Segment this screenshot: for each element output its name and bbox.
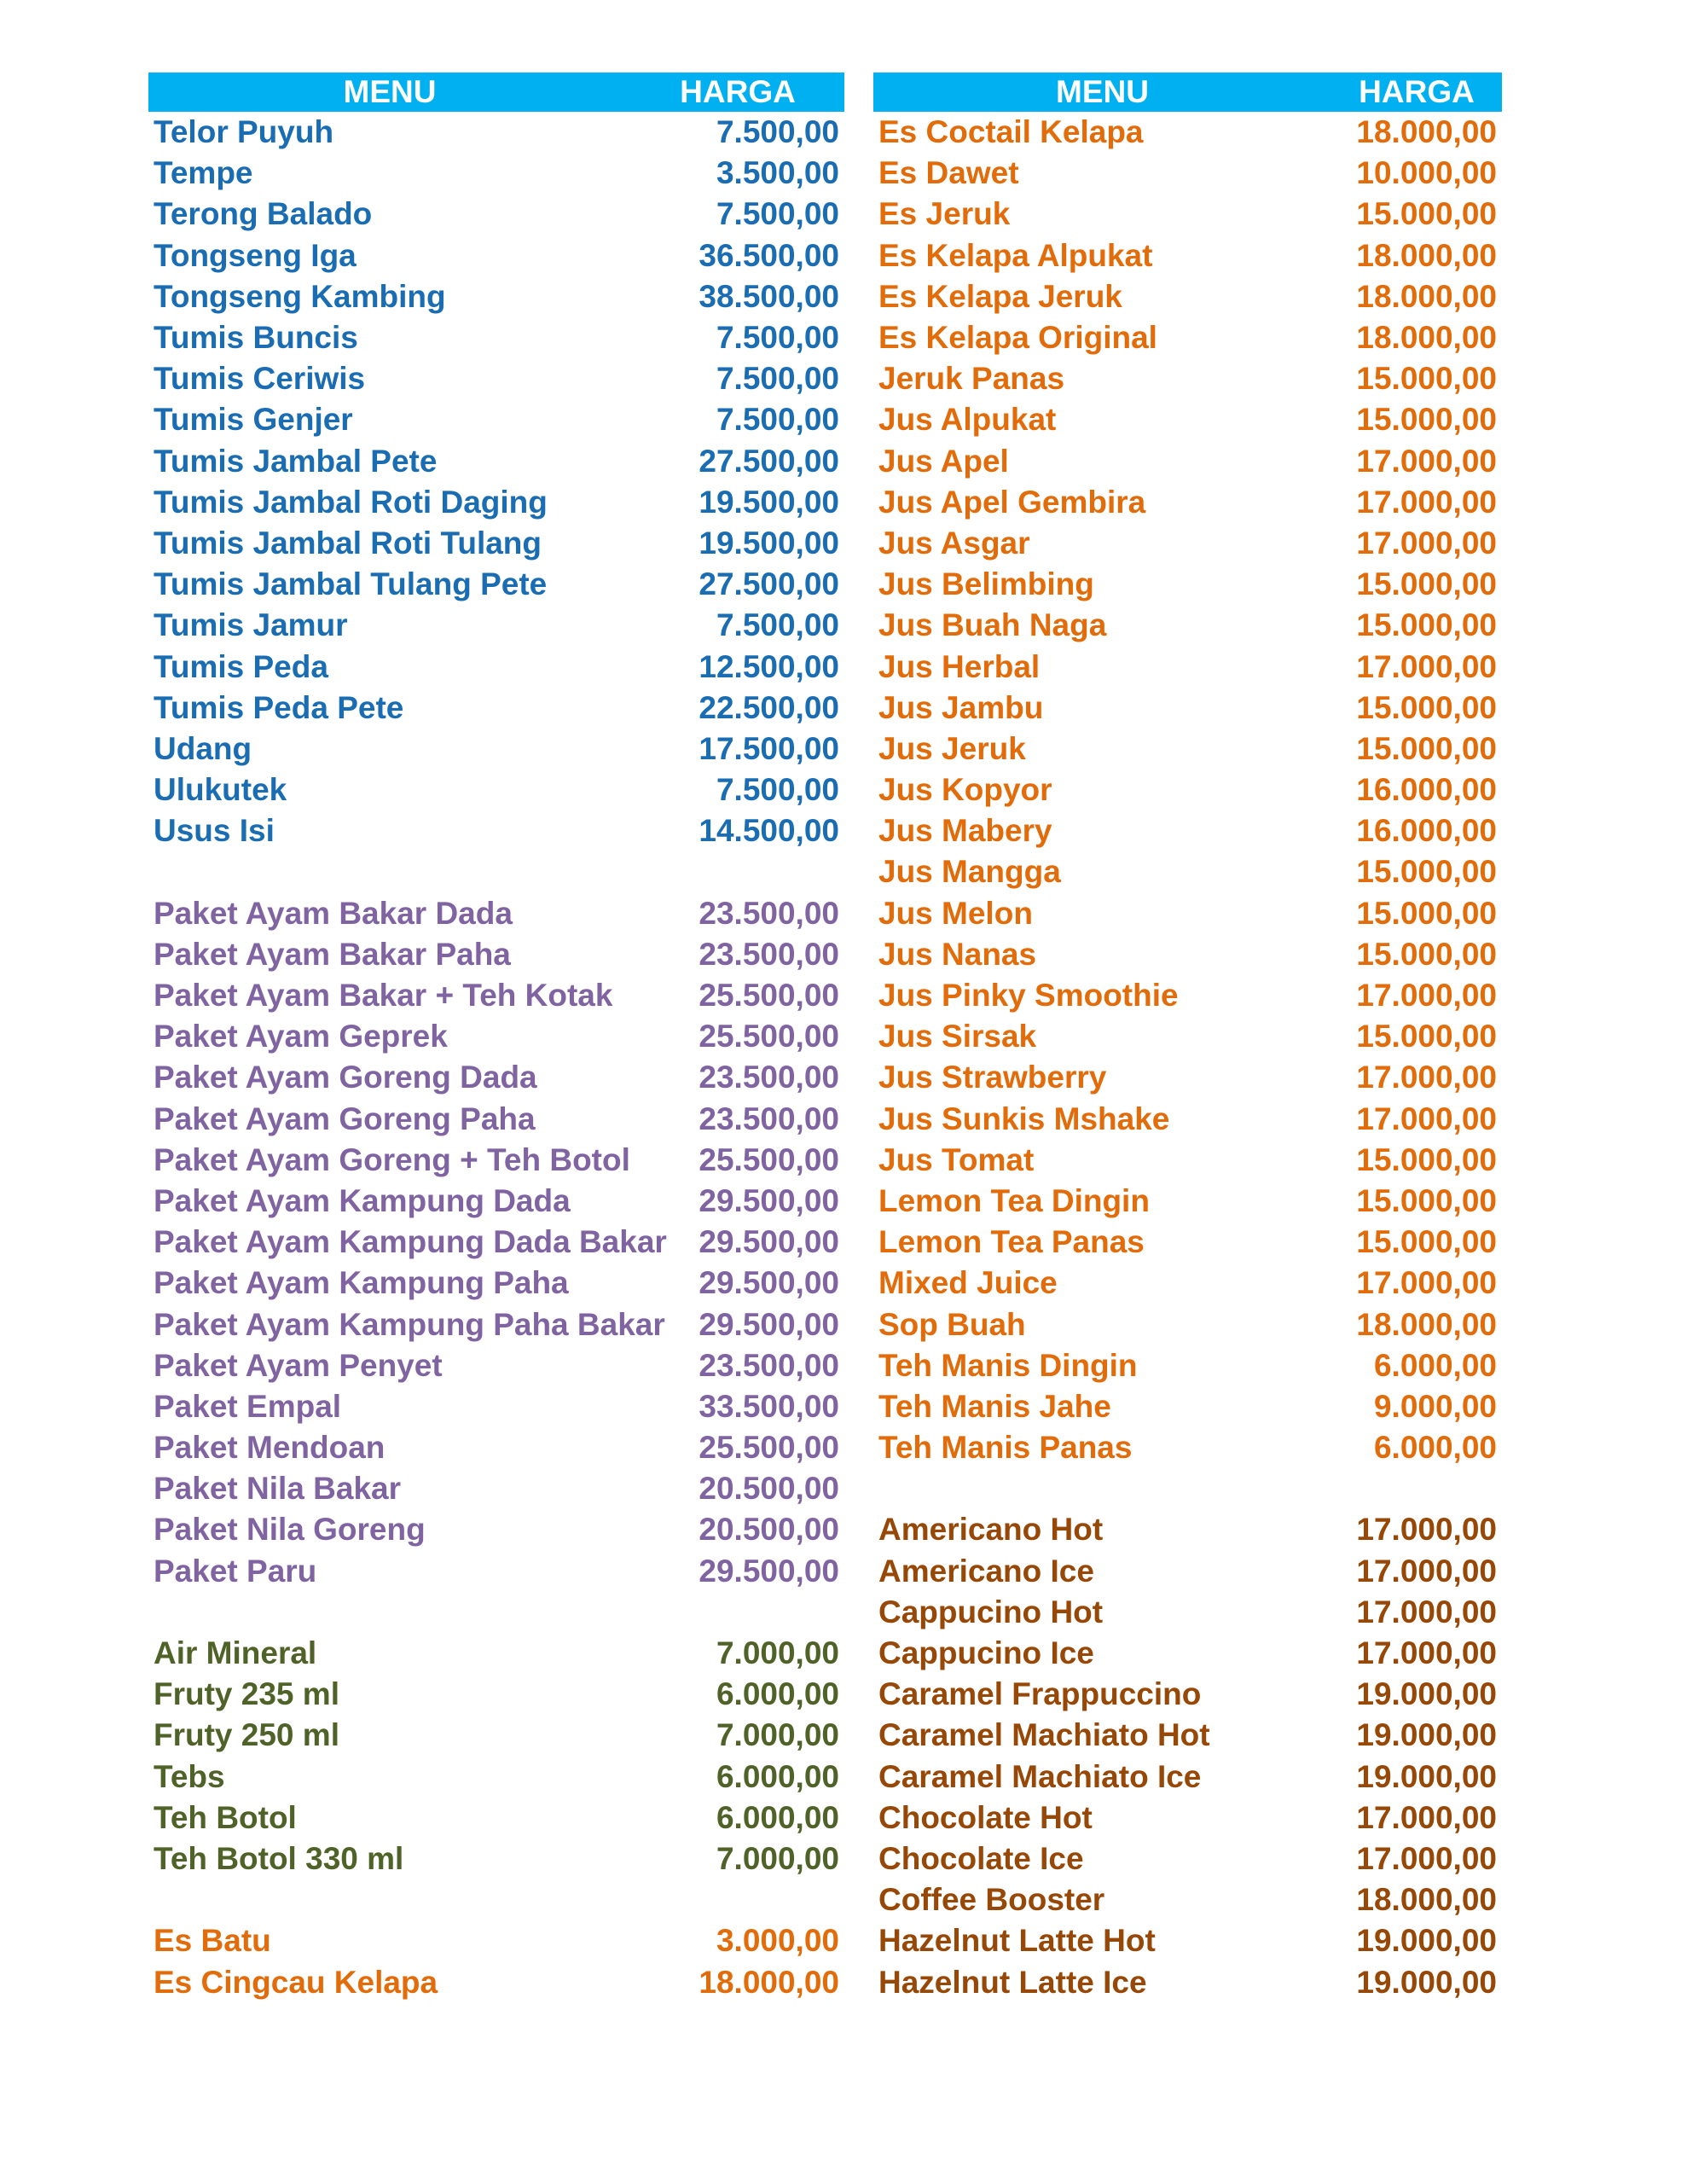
menu-item-name: Jus Alpukat bbox=[878, 402, 1057, 438]
menu-item-name: Hazelnut Latte Hot bbox=[878, 1923, 1156, 1959]
menu-item-price: 29.500,00 bbox=[699, 1224, 839, 1260]
menu-item-name: Es Kelapa Alpukat bbox=[878, 237, 1153, 273]
menu-item-price: 18.000,00 bbox=[1356, 114, 1497, 150]
menu-row bbox=[148, 1427, 844, 1468]
menu-item-name: Paket Ayam Kampung Dada bbox=[154, 1182, 571, 1218]
menu-header: MENU bbox=[1056, 74, 1149, 109]
menu-row bbox=[148, 1181, 844, 1222]
menu-item-name: Hazelnut Latte Ice bbox=[878, 1964, 1147, 2000]
menu-item-name: Jeruk Panas bbox=[878, 361, 1065, 397]
menu-item-name: Jus Kopyor bbox=[878, 772, 1052, 808]
menu-item-name: Americano Hot bbox=[878, 1512, 1104, 1548]
menu-row bbox=[873, 1757, 1502, 1798]
menu-item-name: Sop Buah bbox=[878, 1306, 1026, 1342]
menu-row bbox=[148, 1798, 844, 1838]
menu-item-price: 17.000,00 bbox=[1356, 1553, 1497, 1589]
menu-item-name: Paket Ayam Kampung Dada Bakar bbox=[154, 1224, 667, 1260]
menu-row bbox=[148, 482, 844, 523]
menu-row bbox=[148, 276, 844, 317]
menu-item-name: Paket Ayam Goreng Paha bbox=[154, 1101, 536, 1136]
menu-item-name: Es Coctail Kelapa bbox=[878, 114, 1144, 150]
menu-item-name: Paket Mendoan bbox=[154, 1430, 386, 1466]
menu-item-price: 18.000,00 bbox=[1356, 237, 1497, 273]
menu-row bbox=[873, 1592, 1502, 1633]
menu-row bbox=[148, 153, 844, 194]
menu-item-name: Paket Ayam Goreng + Teh Botol bbox=[154, 1141, 630, 1177]
menu-row bbox=[873, 975, 1502, 1016]
menu-item-name: Jus Buah Naga bbox=[878, 607, 1107, 643]
menu-item-name: Tumis Jambal Roti Tulang bbox=[154, 525, 542, 561]
menu-item-name: Tumis Buncis bbox=[154, 320, 358, 356]
menu-row bbox=[873, 1263, 1502, 1304]
menu-row bbox=[148, 1304, 844, 1345]
menu-row bbox=[873, 1961, 1502, 2002]
menu-item-name: Es Kelapa Jeruk bbox=[878, 278, 1122, 314]
menu-row bbox=[873, 1879, 1502, 1920]
table-header bbox=[873, 73, 1502, 112]
menu-row bbox=[148, 235, 844, 276]
menu-item-price: 18.000,00 bbox=[699, 1964, 839, 2000]
menu-row bbox=[873, 1838, 1502, 1879]
menu-item-name: Chocolate Hot bbox=[878, 1799, 1093, 1835]
menu-row bbox=[148, 1838, 844, 1879]
menu-list bbox=[148, 112, 844, 2003]
menu-item-name: Jus Mabery bbox=[878, 813, 1052, 849]
menu-row bbox=[148, 893, 844, 934]
menu-item-price: 15.000,00 bbox=[1356, 854, 1497, 890]
menu-item-price: 25.500,00 bbox=[699, 1430, 839, 1466]
menu-item-price: 19.000,00 bbox=[1356, 1758, 1497, 1794]
menu-item-price: 25.500,00 bbox=[699, 1019, 839, 1054]
menu-item-price: 14.500,00 bbox=[699, 813, 839, 849]
menu-row bbox=[873, 1715, 1502, 1756]
menu-item-name: Teh Botol bbox=[154, 1799, 297, 1835]
menu-item-name: Jus Strawberry bbox=[878, 1060, 1107, 1095]
menu-item-price: 16.000,00 bbox=[1356, 813, 1497, 849]
menu-row bbox=[873, 564, 1502, 605]
menu-item-name: Es Cingcau Kelapa bbox=[154, 1964, 438, 2000]
menu-row bbox=[873, 1181, 1502, 1222]
menu-row bbox=[873, 153, 1502, 194]
menu-item-name: Paket Ayam Bakar Dada bbox=[154, 895, 513, 931]
menu-item-name: Tempe bbox=[154, 155, 253, 191]
menu-item-price: 38.500,00 bbox=[699, 278, 839, 314]
menu-item-price: 6.000,00 bbox=[716, 1758, 839, 1794]
menu-item-price: 10.000,00 bbox=[1356, 155, 1497, 191]
menu-row bbox=[148, 1509, 844, 1550]
menu-item-name: Paket Ayam Kampung Paha Bakar bbox=[154, 1306, 665, 1342]
menu-item-price: 3.500,00 bbox=[716, 155, 839, 191]
menu-item-price: 17.000,00 bbox=[1356, 1101, 1497, 1136]
menu-item-price: 19.000,00 bbox=[1356, 1923, 1497, 1959]
menu-row bbox=[148, 1715, 844, 1756]
menu-item-price: 7.000,00 bbox=[716, 1840, 839, 1876]
menu-row bbox=[873, 934, 1502, 975]
menu-item-name: Paket Empal bbox=[154, 1388, 342, 1424]
menu-item-price: 29.500,00 bbox=[699, 1306, 839, 1342]
menu-item-price: 23.500,00 bbox=[699, 936, 839, 972]
menu-row bbox=[873, 1551, 1502, 1592]
menu-item-name: Fruty 235 ml bbox=[154, 1676, 339, 1712]
menu-row bbox=[873, 194, 1502, 235]
menu-item-name: Jus Mangga bbox=[878, 854, 1061, 890]
menu-row bbox=[148, 1222, 844, 1263]
menu-item-name: Tongseng Iga bbox=[154, 237, 357, 273]
menu-row bbox=[148, 1468, 844, 1509]
menu-row bbox=[873, 1509, 1502, 1550]
menu-item-price: 17.000,00 bbox=[1356, 443, 1497, 479]
menu-item-name: Caramel Machiato Hot bbox=[878, 1717, 1210, 1753]
menu-item-price: 18.000,00 bbox=[1356, 320, 1497, 356]
menu-item-price: 7.500,00 bbox=[716, 114, 839, 150]
menu-item-name: Es Dawet bbox=[878, 155, 1019, 191]
menu-item-price: 19.500,00 bbox=[699, 484, 839, 520]
menu-item-name: Lemon Tea Dingin bbox=[878, 1182, 1150, 1218]
menu-item-name: Cappucino Hot bbox=[878, 1594, 1104, 1629]
menu-item-name: Udang bbox=[154, 730, 252, 766]
menu-item-price: 17.000,00 bbox=[1356, 1265, 1497, 1301]
menu-item-price: 17.000,00 bbox=[1356, 1060, 1497, 1095]
menu-item-name: Jus Apel Gembira bbox=[878, 484, 1146, 520]
menu-row bbox=[148, 810, 844, 851]
menu-item-name: Cappucino Ice bbox=[878, 1635, 1094, 1671]
menu-item-price: 17.000,00 bbox=[1356, 484, 1497, 520]
menu-item-price: 15.000,00 bbox=[1356, 196, 1497, 232]
menu-item-name: Tumis Jambal Tulang Pete bbox=[154, 566, 548, 602]
menu-item-name: Paket Ayam Bakar Paha bbox=[154, 936, 511, 972]
menu-row bbox=[873, 1222, 1502, 1263]
menu-row bbox=[148, 1057, 844, 1098]
menu-column-left bbox=[148, 73, 844, 2003]
menu-item-price: 20.500,00 bbox=[699, 1471, 839, 1507]
menu-row bbox=[148, 729, 844, 770]
menu-row bbox=[873, 523, 1502, 564]
menu-row bbox=[148, 770, 844, 810]
menu-item-name: Tumis Jamur bbox=[154, 607, 348, 643]
menu-row bbox=[873, 482, 1502, 523]
menu-row bbox=[873, 1304, 1502, 1345]
menu-row bbox=[873, 605, 1502, 646]
menu-row bbox=[148, 1920, 844, 1961]
menu-item-name: Paket Nila Bakar bbox=[154, 1471, 402, 1507]
menu-item-name: Jus Belimbing bbox=[878, 566, 1094, 602]
menu-row bbox=[873, 441, 1502, 482]
menu-row bbox=[148, 317, 844, 358]
menu-item-price: 6.000,00 bbox=[1373, 1430, 1497, 1466]
menu-item-price: 15.000,00 bbox=[1356, 689, 1497, 725]
menu-item-name: Paket Ayam Kampung Paha bbox=[154, 1265, 569, 1301]
menu-item-price: 16.000,00 bbox=[1356, 772, 1497, 808]
table-header bbox=[148, 73, 844, 112]
menu-item-name: Jus Apel bbox=[878, 443, 1009, 479]
menu-item-name: Mixed Juice bbox=[878, 1265, 1058, 1301]
menu-item-price: 15.000,00 bbox=[1356, 1182, 1497, 1218]
menu-column-right bbox=[873, 73, 1502, 2003]
menu-item-price: 33.500,00 bbox=[699, 1388, 839, 1424]
menu-item-name: Caramel Machiato Ice bbox=[878, 1758, 1202, 1794]
menu-item-name: Jus Herbal bbox=[878, 648, 1041, 684]
menu-item-name: Jus Tomat bbox=[878, 1141, 1035, 1177]
menu-item-price: 19.000,00 bbox=[1356, 1717, 1497, 1753]
menu-item-price: 18.000,00 bbox=[1356, 1306, 1497, 1342]
menu-item-price: 19.500,00 bbox=[699, 525, 839, 561]
menu-row bbox=[148, 646, 844, 687]
menu-row bbox=[873, 399, 1502, 440]
menu-item-price: 23.500,00 bbox=[699, 895, 839, 931]
menu-item-price: 25.500,00 bbox=[699, 1141, 839, 1177]
menu-row bbox=[148, 1757, 844, 1798]
menu-item-price: 7.500,00 bbox=[716, 607, 839, 643]
menu-row bbox=[873, 358, 1502, 399]
menu-item-price: 9.000,00 bbox=[1373, 1388, 1497, 1424]
menu-row bbox=[148, 975, 844, 1016]
menu-row bbox=[148, 1016, 844, 1057]
menu-item-price: 15.000,00 bbox=[1356, 566, 1497, 602]
menu-item-name: Usus Isi bbox=[154, 813, 275, 849]
menu-row bbox=[873, 1016, 1502, 1057]
menu-item-name: Tumis Jambal Pete bbox=[154, 443, 438, 479]
menu-row bbox=[148, 688, 844, 729]
menu-row bbox=[873, 1386, 1502, 1427]
menu-item-name: Jus Jeruk bbox=[878, 730, 1026, 766]
menu-item-price: 20.500,00 bbox=[699, 1512, 839, 1548]
menu-row bbox=[873, 1633, 1502, 1674]
menu-item-name: Caramel Frappuccino bbox=[878, 1676, 1202, 1712]
menu-item-price: 19.000,00 bbox=[1356, 1964, 1497, 2000]
menu-row bbox=[873, 770, 1502, 810]
menu-item-price: 15.000,00 bbox=[1356, 1141, 1497, 1177]
menu-item-price: 18.000,00 bbox=[1356, 278, 1497, 314]
menu-item-name: Tumis Peda Pete bbox=[154, 689, 404, 725]
menu-row bbox=[148, 1099, 844, 1140]
menu-row bbox=[148, 605, 844, 646]
menu-item-price: 23.500,00 bbox=[699, 1060, 839, 1095]
menu-row bbox=[873, 1468, 1502, 1509]
menu-item-name: Teh Manis Panas bbox=[878, 1430, 1133, 1466]
menu-item-price: 15.000,00 bbox=[1356, 1224, 1497, 1260]
menu-item-name: Paket Ayam Penyet bbox=[154, 1347, 443, 1383]
menu-item-name: Chocolate Ice bbox=[878, 1840, 1084, 1876]
menu-item-price: 29.500,00 bbox=[699, 1553, 839, 1589]
menu-item-price: 17.000,00 bbox=[1356, 1840, 1497, 1876]
menu-item-price: 15.000,00 bbox=[1356, 402, 1497, 438]
menu-item-name: Tumis Jambal Roti Daging bbox=[154, 484, 548, 520]
menu-item-price: 17.000,00 bbox=[1356, 1635, 1497, 1671]
menu-row bbox=[148, 1386, 844, 1427]
menu-item-name: Paket Paru bbox=[154, 1553, 317, 1589]
menu-item-price: 17.000,00 bbox=[1356, 1594, 1497, 1629]
menu-row bbox=[873, 112, 1502, 153]
menu-item-price: 36.500,00 bbox=[699, 237, 839, 273]
menu-item-price: 15.000,00 bbox=[1356, 361, 1497, 397]
menu-item-name: Tumis Peda bbox=[154, 648, 328, 684]
menu-item-price: 7.000,00 bbox=[716, 1635, 839, 1671]
menu-row bbox=[148, 399, 844, 440]
menu-row bbox=[148, 194, 844, 235]
menu-item-price: 7.500,00 bbox=[716, 361, 839, 397]
menu-item-price: 17.000,00 bbox=[1356, 978, 1497, 1014]
menu-item-price: 23.500,00 bbox=[699, 1101, 839, 1136]
menu-item-name: Teh Manis Dingin bbox=[878, 1347, 1138, 1383]
menu-item-price: 17.000,00 bbox=[1356, 1799, 1497, 1835]
menu-item-price: 18.000,00 bbox=[1356, 1882, 1497, 1918]
menu-item-name: Paket Nila Goreng bbox=[154, 1512, 426, 1548]
menu-row bbox=[148, 851, 844, 892]
menu-item-name: Terong Balado bbox=[154, 196, 373, 232]
menu-item-price: 15.000,00 bbox=[1356, 895, 1497, 931]
menu-row bbox=[148, 1263, 844, 1304]
menu-item-price: 17.500,00 bbox=[699, 730, 839, 766]
menu-item-name: Jus Asgar bbox=[878, 525, 1030, 561]
menu-item-name: Tongseng Kambing bbox=[154, 278, 446, 314]
menu-item-name: Lemon Tea Panas bbox=[878, 1224, 1145, 1260]
menu-item-price: 22.500,00 bbox=[699, 689, 839, 725]
menu-row bbox=[148, 358, 844, 399]
menu-item-name: Jus Pinky Smoothie bbox=[878, 978, 1179, 1014]
menu-item-name: Jus Sirsak bbox=[878, 1019, 1037, 1054]
menu-item-price: 23.500,00 bbox=[699, 1347, 839, 1383]
menu-row bbox=[148, 1633, 844, 1674]
menu-item-name: Teh Botol 330 ml bbox=[154, 1840, 404, 1876]
menu-row bbox=[148, 934, 844, 975]
menu-item-price: 6.000,00 bbox=[716, 1799, 839, 1835]
menu-item-price: 15.000,00 bbox=[1356, 607, 1497, 643]
menu-row bbox=[148, 1674, 844, 1715]
menu-item-name: Coffee Booster bbox=[878, 1882, 1105, 1918]
menu-item-price: 7.500,00 bbox=[716, 402, 839, 438]
menu-item-price: 15.000,00 bbox=[1356, 1019, 1497, 1054]
menu-list bbox=[873, 112, 1502, 2003]
menu-row bbox=[148, 564, 844, 605]
price-header: HARGA bbox=[680, 74, 796, 109]
menu-item-price: 3.000,00 bbox=[716, 1923, 839, 1959]
menu-item-price: 17.000,00 bbox=[1356, 648, 1497, 684]
menu-row bbox=[148, 441, 844, 482]
menu-item-price: 25.500,00 bbox=[699, 978, 839, 1014]
menu-item-price: 7.500,00 bbox=[716, 196, 839, 232]
menu-item-name: Jus Jambu bbox=[878, 689, 1044, 725]
menu-item-name: Tumis Genjer bbox=[154, 402, 353, 438]
menu-row bbox=[873, 276, 1502, 317]
price-header: HARGA bbox=[1359, 74, 1475, 109]
menu-row bbox=[873, 646, 1502, 687]
menu-row bbox=[873, 1920, 1502, 1961]
menu-item-price: 27.500,00 bbox=[699, 443, 839, 479]
menu-item-name: Jus Melon bbox=[878, 895, 1033, 931]
menu-item-price: 29.500,00 bbox=[699, 1265, 839, 1301]
menu-row bbox=[148, 1345, 844, 1386]
menu-row bbox=[873, 893, 1502, 934]
menu-item-price: 15.000,00 bbox=[1356, 730, 1497, 766]
menu-row bbox=[148, 1551, 844, 1592]
menu-item-name: Es Jeruk bbox=[878, 196, 1011, 232]
menu-item-name: Es Batu bbox=[154, 1923, 271, 1959]
menu-row bbox=[148, 112, 844, 153]
menu-item-name: Ulukutek bbox=[154, 772, 287, 808]
menu-item-price: 7.500,00 bbox=[716, 772, 839, 808]
menu-row bbox=[873, 317, 1502, 358]
menu-row bbox=[148, 1140, 844, 1181]
menu-row bbox=[873, 688, 1502, 729]
menu-row bbox=[148, 1592, 844, 1633]
menu-item-price: 19.000,00 bbox=[1356, 1676, 1497, 1712]
menu-item-name: Air Mineral bbox=[154, 1635, 317, 1671]
menu-item-name: Tebs bbox=[154, 1758, 225, 1794]
menu-item-name: Teh Manis Jahe bbox=[878, 1388, 1111, 1424]
menu-item-price: 15.000,00 bbox=[1356, 936, 1497, 972]
menu-item-price: 27.500,00 bbox=[699, 566, 839, 602]
menu-row bbox=[873, 1099, 1502, 1140]
menu-item-price: 12.500,00 bbox=[699, 648, 839, 684]
menu-header: MENU bbox=[343, 74, 437, 109]
menu-item-name: Telor Puyuh bbox=[154, 114, 334, 150]
menu-item-name: Americano Ice bbox=[878, 1553, 1094, 1589]
menu-row bbox=[148, 523, 844, 564]
menu-row bbox=[873, 1057, 1502, 1098]
menu-item-name: Paket Ayam Bakar + Teh Kotak bbox=[154, 978, 613, 1014]
menu-item-price: 6.000,00 bbox=[1373, 1347, 1497, 1383]
menu-item-name: Fruty 250 ml bbox=[154, 1717, 339, 1753]
menu-row bbox=[873, 1345, 1502, 1386]
menu-row bbox=[873, 1798, 1502, 1838]
menu-item-price: 7.000,00 bbox=[716, 1717, 839, 1753]
menu-item-price: 6.000,00 bbox=[716, 1676, 839, 1712]
menu-item-name: Es Kelapa Original bbox=[878, 320, 1157, 356]
menu-item-name: Paket Ayam Goreng Dada bbox=[154, 1060, 537, 1095]
menu-row bbox=[148, 1961, 844, 2002]
menu-row bbox=[873, 729, 1502, 770]
menu-item-name: Jus Nanas bbox=[878, 936, 1037, 972]
menu-item-price: 17.000,00 bbox=[1356, 525, 1497, 561]
menu-item-price: 17.000,00 bbox=[1356, 1512, 1497, 1548]
menu-row bbox=[873, 1427, 1502, 1468]
menu-item-name: Tumis Ceriwis bbox=[154, 361, 366, 397]
menu-item-name: Jus Sunkis Mshake bbox=[878, 1101, 1170, 1136]
menu-item-price: 29.500,00 bbox=[699, 1182, 839, 1218]
menu-row bbox=[873, 851, 1502, 892]
menu-row bbox=[873, 1140, 1502, 1181]
menu-row bbox=[873, 235, 1502, 276]
menu-row bbox=[873, 810, 1502, 851]
menu-item-name: Paket Ayam Geprek bbox=[154, 1019, 448, 1054]
menu-row bbox=[873, 1674, 1502, 1715]
menu-row bbox=[148, 1879, 844, 1920]
menu-item-price: 7.500,00 bbox=[716, 320, 839, 356]
